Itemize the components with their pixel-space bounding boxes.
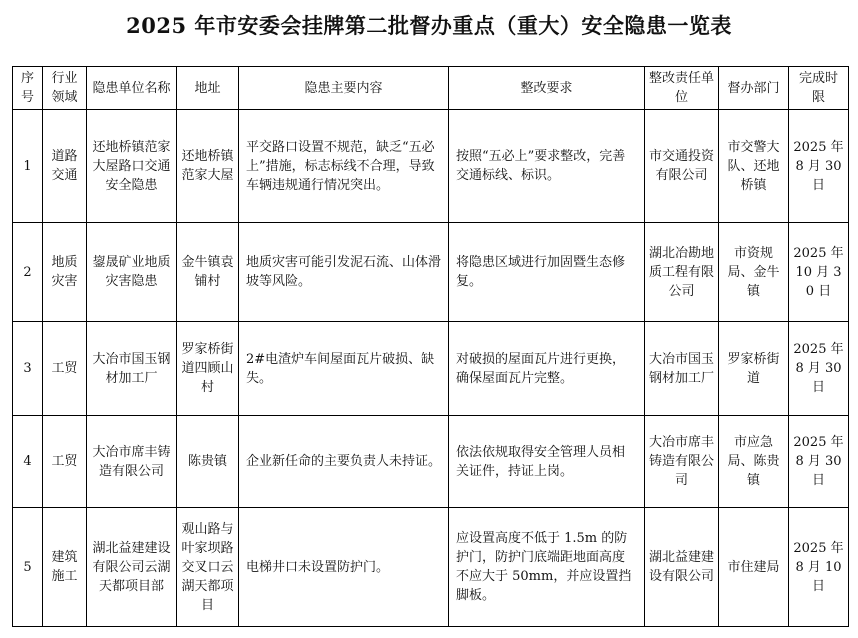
cell-responsible: 湖北益建建设有限公司 — [645, 508, 719, 627]
cell-content: 电梯井口未设置防护门。 — [239, 508, 449, 627]
cell-unit: 湖北益建建设有限公司云湖天都项目部 — [87, 508, 177, 627]
cell-requirement: 对破损的屋面瓦片进行更换，确保屋面瓦片完整。 — [449, 322, 645, 416]
cell-field: 工贸 — [43, 416, 87, 508]
cell-requirement: 将隐患区域进行加固暨生态修复。 — [449, 223, 645, 322]
cell-seq: 3 — [13, 322, 43, 416]
cell-deadline: 2025 年 8 月 30 日 — [789, 322, 849, 416]
cell-field: 地质灾害 — [43, 223, 87, 322]
cell-responsible: 大冶市席丰铸造有限公司 — [645, 416, 719, 508]
table-row — [13, 110, 849, 223]
cell-supervisor: 市应急局、陈贵镇 — [719, 416, 789, 508]
cell-seq: 1 — [13, 110, 43, 223]
cell-content: 地质灾害可能引发泥石流、山体滑坡等风险。 — [239, 223, 449, 322]
page-title: 2025 年市安委会挂牌第二批督办重点（重大）安全隐患一览表 — [126, 13, 732, 38]
cell-deadline: 2025 年 8 月 30 日 — [789, 110, 849, 223]
cell-supervisor: 市住建局 — [719, 508, 789, 627]
cell-seq: 2 — [13, 223, 43, 322]
header-field: 行业领域 — [43, 67, 87, 110]
cell-deadline: 2025 年 10 月 30 日 — [789, 223, 849, 322]
cell-unit: 鋆晟矿业地质灾害隐患 — [87, 223, 177, 322]
table-header-row — [13, 67, 849, 110]
header-requirement: 整改要求 — [449, 67, 645, 110]
cell-unit: 大冶市国玉钢材加工厂 — [87, 322, 177, 416]
cell-unit: 大冶市席丰铸造有限公司 — [87, 416, 177, 508]
header-address: 地址 — [177, 67, 239, 110]
cell-address: 观山路与叶家坝路交叉口云湖天都项目 — [177, 508, 239, 627]
cell-supervisor: 市资规局、金牛镇 — [719, 223, 789, 322]
header-seq: 序号 — [13, 67, 43, 110]
header-content: 隐患主要内容 — [239, 67, 449, 110]
table-row — [13, 416, 849, 508]
cell-address: 陈贵镇 — [177, 416, 239, 508]
header-supervisor: 督办部门 — [719, 67, 789, 110]
hazard-table — [12, 66, 849, 627]
table-row — [13, 223, 849, 322]
cell-address: 还地桥镇范家大屋 — [177, 110, 239, 223]
cell-responsible: 市交通投资有限公司 — [645, 110, 719, 223]
header-unit: 隐患单位名称 — [87, 67, 177, 110]
cell-deadline: 2025 年 8 月 10 日 — [789, 508, 849, 627]
header-responsible: 整改责任单位 — [645, 67, 719, 110]
cell-seq: 5 — [13, 508, 43, 627]
cell-responsible: 大冶市国玉钢材加工厂 — [645, 322, 719, 416]
cell-content: 企业新任命的主要负责人未持证。 — [239, 416, 449, 508]
table-row — [13, 322, 849, 416]
cell-content: 2#电渣炉车间屋面瓦片破损、缺失。 — [239, 322, 449, 416]
cell-supervisor: 罗家桥街道 — [719, 322, 789, 416]
cell-requirement: 按照“五必上”要求整改，完善交通标线、标识。 — [449, 110, 645, 223]
cell-field: 道路交通 — [43, 110, 87, 223]
cell-requirement: 依法依规取得安全管理人员相关证件，持证上岗。 — [449, 416, 645, 508]
table-row — [13, 508, 849, 627]
header-deadline: 完成时限 — [789, 67, 849, 110]
cell-requirement: 应设置高度不低于 1.5m 的防护门，防护门底端距地面高度不应大于 50mm，并应设置挡脚板。 — [449, 508, 645, 627]
cell-supervisor: 市交警大队、还地桥镇 — [719, 110, 789, 223]
cell-content: 平交路口设置不规范，缺乏“五必上”措施，标志标线不合理，导致车辆违规通行情况突出。 — [239, 110, 449, 223]
cell-address: 罗家桥街道四顾山村 — [177, 322, 239, 416]
cell-deadline: 2025 年 8 月 30 日 — [789, 416, 849, 508]
cell-field: 建筑施工 — [43, 508, 87, 627]
cell-unit: 还地桥镇范家大屋路口交通安全隐患 — [87, 110, 177, 223]
cell-field: 工贸 — [43, 322, 87, 416]
cell-responsible: 湖北冶勘地质工程有限公司 — [645, 223, 719, 322]
cell-address: 金牛镇袁铺村 — [177, 223, 239, 322]
cell-seq: 4 — [13, 416, 43, 508]
